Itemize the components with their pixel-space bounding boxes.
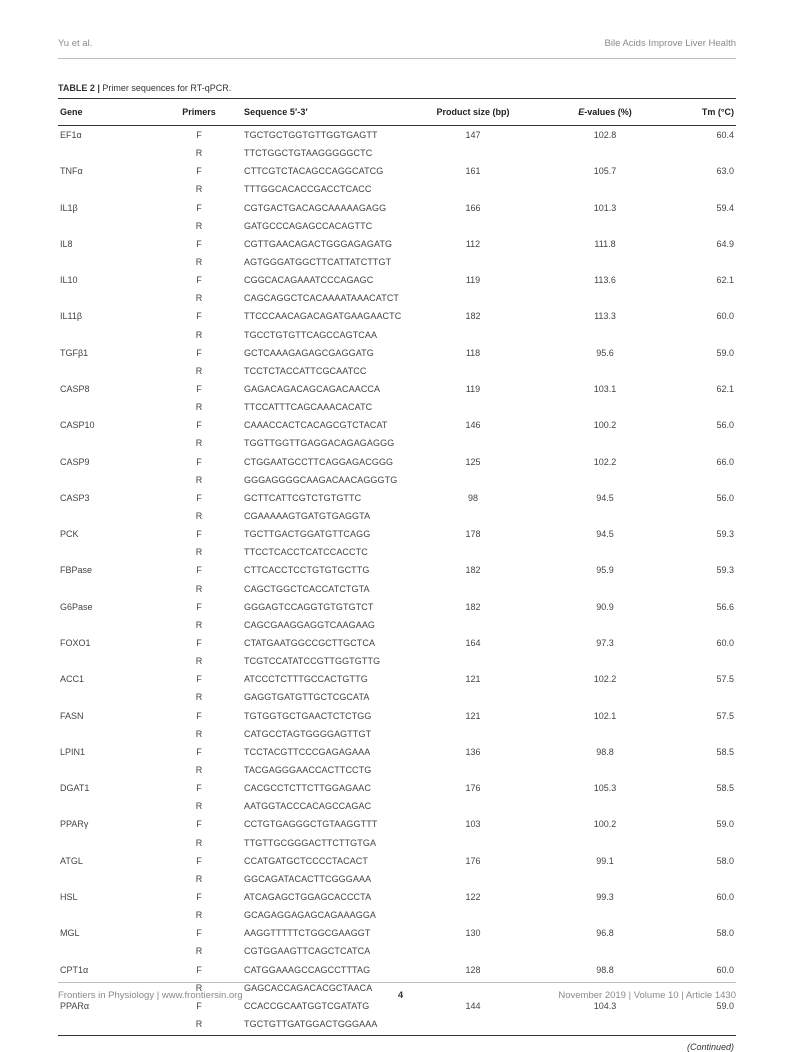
table-row [58,725,736,743]
cell-sequence: CGGCACAGAAATCCCAGAGC [244,275,374,286]
table-row [58,815,736,833]
cell-product-size: 121 [465,674,481,685]
page-footer [58,990,736,1001]
table-row [58,199,736,217]
footer-journal: Frontiers in Physiology | www.frontiersin.org [58,990,243,1001]
cell-sequence: GGGAGTCCAGGTGTGTGTCT [244,601,374,612]
cell-sequence: CGTGACTGACAGCAAAAAGAGG [244,202,387,213]
cell-tm: 58.5 [716,783,734,794]
table-row [58,688,736,706]
cell-sequence: TGGTTGGTTGAGGACAGAGAGGG [244,438,395,449]
cell-primer: R [195,837,203,848]
cell-primer: R [195,402,203,413]
cell-tm: 57.5 [716,674,734,685]
cell-primer: R [195,873,203,884]
table-header-row [58,99,736,126]
cell-e-value: 98.8 [596,746,614,757]
cell-gene: HSL [60,891,78,902]
cell-primer: R [195,910,203,921]
table-row [58,942,736,960]
table-row [58,561,736,579]
table-row [58,380,736,398]
header-primers: Primers [182,107,216,117]
cell-sequence: CAGCAGGCTCACAAAATAAACATCT [244,293,400,304]
cell-tm: 58.5 [716,746,734,757]
cell-primer: R [195,764,203,775]
table-row [58,253,736,271]
cell-tm: 59.3 [716,529,734,540]
cell-e-value: 98.8 [596,964,614,975]
cell-sequence: GATGCCCAGAGCCACAGTTC [244,220,373,231]
footer-divider [58,982,736,983]
cell-primer: R [195,1018,203,1029]
cell-sequence: GCTTCATTCGTCTGTGTTC [244,492,362,503]
table-row [58,924,736,942]
cell-e-value: 105.3 [593,783,617,794]
table-row [58,543,736,561]
cell-primer: R [195,293,203,304]
cell-sequence: AATGGTACCCACAGCCAGAC [244,801,372,812]
cell-e-value: 95.6 [596,347,614,358]
header-tm: Tm (°C) [701,107,734,117]
header-product-size: Product size (bp) [436,107,510,117]
cell-primer: R [195,511,203,522]
table-row [58,616,736,634]
cell-sequence: TCGTCCATATCCGTTGGTGTTG [244,656,381,667]
cell-product-size: 128 [465,964,481,975]
cell-tm: 60.0 [716,638,734,648]
cell-gene: MGL [60,928,80,939]
cell-e-value: 99.3 [596,891,614,902]
table-caption [58,83,231,93]
cell-tm: 56.0 [716,492,734,503]
cell-e-value: 111.8 [594,238,616,249]
cell-primer: R [195,547,203,558]
cell-primer: R [195,257,203,268]
cell-product-size: 122 [465,891,481,902]
cell-e-value: 96.8 [596,928,614,939]
cell-sequence: TCCTACGTTCCCGAGAGAAA [244,746,371,757]
table-row [58,761,736,779]
cell-sequence: AGTGGGATGGCTTCATTATCTTGT [244,257,392,268]
table-row [58,525,736,543]
cell-primer: F [196,420,202,431]
cell-primer: F [196,601,202,612]
header-divider [58,58,736,59]
cell-primer: R [195,619,203,630]
table-row [58,271,736,289]
table-caption-label: TABLE 2 | [58,83,100,93]
cell-e-value: 100.2 [593,420,617,431]
cell-gene: LPIN1 [60,746,86,757]
cell-gene: TNFα [60,166,83,177]
table-row [58,960,736,978]
cell-gene: G6Pase [60,601,93,612]
cell-primer: R [195,329,203,340]
cell-gene: CASP3 [60,492,90,503]
cell-product-size: 112 [465,238,481,249]
cell-tm: 60.0 [716,891,734,902]
cell-product-size: 118 [465,347,481,358]
cell-primer: F [196,166,202,177]
cell-sequence: GGCAGATACACTTCGGGAAA [244,873,372,884]
cell-product-size: 182 [465,601,481,612]
cell-primer: R [195,184,203,195]
cell-gene: IL11β [60,311,83,322]
cell-sequence: CCTGTGAGGGCTGTAAGGTTT [244,819,378,830]
cell-tm: 60.0 [716,964,734,975]
cell-product-size: 182 [465,565,481,576]
cell-gene: CASP8 [60,384,90,395]
cell-sequence: GGGAGGGGCAAGACAACAGGGTG [244,474,398,485]
cell-tm: 58.0 [716,928,734,939]
cell-e-value: 100.2 [593,819,617,830]
cell-product-size: 98 [467,492,478,503]
cell-tm: 59.0 [716,1000,734,1011]
cell-tm: 58.0 [716,855,734,866]
cell-primer: F [196,202,202,213]
header-e-values-text: -values (%) [584,107,632,117]
cell-e-value: 97.3 [596,638,614,648]
cell-primer: R [195,946,203,957]
cell-sequence: GCTCAAAGAGAGCGAGGATG [244,347,374,358]
table-row [58,344,736,362]
cell-product-size: 178 [465,529,481,540]
table-row [58,743,736,761]
table-row [58,235,736,253]
cell-tm: 62.1 [716,384,734,395]
cell-primer: F [196,783,202,794]
cell-e-value: 102.1 [593,710,617,721]
cell-gene: PPARγ [60,819,89,830]
cell-sequence: TGTGGTGCTGAACTCTCTGG [244,710,372,721]
cell-sequence: CTATGAATGGCCGCTTGCTCA [244,638,376,648]
cell-product-size: 166 [465,202,481,213]
cell-tm: 66.0 [716,456,734,467]
cell-e-value: 113.6 [594,275,616,286]
table-row [58,634,736,652]
cell-sequence: CGTTGAACAGACTGGGAGAGATG [244,238,393,249]
cell-sequence: GAGCACCAGACACGCTAACA [244,982,373,993]
cell-gene: EF1α [60,130,82,141]
cell-sequence: TTCTGGCTGTAAGGGGGCTC [244,148,373,159]
cell-sequence: TGCTTGACTGGATGTTCAGG [244,529,371,540]
cell-tm: 59.0 [716,819,734,830]
cell-gene: CPT1α [60,964,89,975]
cell-primer: F [196,529,202,540]
table-row [58,307,736,325]
cell-e-value: 94.5 [596,492,614,503]
table-row [58,797,736,815]
cell-sequence: CATGGAAAGCCAGCCTTTAG [244,964,371,975]
running-head-authors: Yu et al. [58,38,93,49]
cell-tm: 62.1 [716,275,734,286]
cell-primer: F [196,746,202,757]
cell-gene: PCK [60,529,79,540]
cell-e-value: 102.8 [593,130,617,141]
cell-sequence: TTTGGCACACCGACCTCACC [244,184,372,195]
cell-product-size: 182 [465,311,481,322]
cell-sequence: TTCCCAACAGACAGATGAAGAACTC [244,311,402,322]
table-row [58,598,736,616]
cell-sequence: CCATGATGCTCCCCTACACT [244,855,368,866]
cell-tm: 57.5 [716,710,734,721]
running-head-title: Bile Acids Improve Liver Health [604,38,736,49]
table-row [58,162,736,180]
table-row [58,326,736,344]
table-row [58,833,736,851]
cell-sequence: TGCCTGTGTTCAGCCAGTCAA [244,329,378,340]
cell-primer: R [195,583,203,594]
cell-primer: F [196,565,202,576]
table-row [58,852,736,870]
cell-primer: F [196,492,202,503]
cell-sequence: CGTGGAAGTTCAGCTCATCA [244,946,371,957]
table-caption-text: Primer sequences for RT-qPCR. [99,83,232,93]
table-row [58,471,736,489]
cell-primer: R [195,438,203,449]
cell-primer: F [196,1000,202,1011]
cell-e-value: 103.1 [593,384,617,395]
cell-sequence: CTTCACCTCCTGTGTGCTTG [244,565,370,576]
cell-sequence: CCACCGCAATGGTCGATATG [244,1000,370,1011]
cell-sequence: TGCTGCTGGTGTTGGTGAGTT [244,130,378,141]
cell-gene: FOXO1 [60,638,91,648]
cell-e-value: 101.3 [593,202,617,213]
cell-primer: R [195,474,203,485]
cell-sequence: TTCCTCACCTCATCCACCTC [244,547,368,558]
cell-gene: PPARα [60,1000,90,1011]
table-row [58,180,736,198]
cell-product-size: 121 [465,710,481,721]
cell-primer: F [196,928,202,939]
cell-e-value: 105.7 [593,166,617,177]
header-e-values: E-values (%) [578,107,632,117]
cell-gene: IL10 [60,275,78,286]
cell-product-size: 146 [465,420,481,431]
table-row [58,416,736,434]
cell-gene: CASP9 [60,456,90,467]
cell-gene: IL8 [60,238,73,249]
cell-e-value: 90.9 [596,601,614,612]
cell-primer: R [195,148,203,159]
cell-product-size: 103 [465,819,481,830]
primer-table [58,98,736,1052]
table-row [58,779,736,797]
cell-primer: F [196,275,202,286]
cell-product-size: 144 [465,1000,481,1011]
cell-sequence: CACGCCTCTTCTTGGAGAAC [244,783,371,794]
table-body [58,126,736,1033]
cell-product-size: 119 [465,275,481,286]
cell-sequence: AAGGTTTTTCTGGCGAAGGT [244,928,371,939]
cell-primer: F [196,819,202,830]
cell-product-size: 130 [465,928,481,939]
table-row [58,870,736,888]
table-row [58,507,736,525]
table-row [58,217,736,235]
cell-primer: R [195,801,203,812]
cell-primer: R [195,982,203,993]
cell-sequence: TTGTTGCGGGACTTCTTGTGA [244,837,377,848]
cell-e-value: 99.1 [596,855,614,866]
cell-tm: 60.0 [716,311,734,322]
cell-primer: R [195,365,203,376]
cell-primer: R [195,692,203,703]
cell-sequence: ATCAGAGCTGGAGCACCCTA [244,891,372,902]
table-row [58,652,736,670]
cell-sequence: CAAACCACTCACAGCGTCTACAT [244,420,388,431]
cell-tm: 63.0 [716,166,734,177]
cell-gene: DGAT1 [60,783,90,794]
table-row [58,670,736,688]
cell-e-value: 104.3 [593,1000,617,1011]
cell-primer: F [196,891,202,902]
table-row [58,489,736,507]
cell-e-value: 102.2 [593,674,617,685]
cell-sequence: CAGCTGGCTCACCATCTGTA [244,583,370,594]
cell-tm: 56.6 [716,601,734,612]
cell-product-size: 136 [465,746,481,757]
table-row [58,144,736,162]
header-sequence: Sequence 5′-3′ [244,107,308,117]
cell-tm: 59.4 [716,202,734,213]
table-row [58,126,736,144]
cell-sequence: GAGGTGATGTTGCTCGCATA [244,692,370,703]
cell-gene: CASP10 [60,420,95,431]
running-head [58,38,736,49]
cell-sequence: TTCCATTTCAGCAAACACATC [244,402,373,413]
cell-gene: ATGL [60,855,83,866]
cell-e-value: 94.5 [596,529,614,540]
cell-gene: TGFβ1 [60,347,89,358]
cell-primer: F [196,311,202,322]
cell-product-size: 125 [465,456,481,467]
cell-gene: ACC1 [60,674,85,685]
cell-sequence: GAGACAGACAGCAGACAACCA [244,384,381,395]
cell-primer: F [196,638,202,648]
cell-sequence: ATCCCTCTTTGCCACTGTTG [244,674,368,685]
cell-primer: F [196,855,202,866]
page-number: 4 [397,990,404,1001]
cell-primer: F [196,964,202,975]
cell-tm: 59.3 [716,565,734,576]
table-row [58,434,736,452]
cell-e-value: 113.3 [594,311,616,322]
cell-primer: F [196,384,202,395]
cell-sequence: TCCTCTACCATTCGCAATCC [244,365,367,376]
cell-tm: 64.9 [716,238,734,249]
cell-primer: R [195,656,203,667]
cell-sequence: CTTCGTCTACAGCCAGGCATCG [244,166,384,177]
cell-primer: F [196,710,202,721]
table-row [58,906,736,924]
table-row [58,1015,736,1033]
cell-sequence: TACGAGGGAACCACTTCCTG [244,764,372,775]
cell-primer: F [196,130,202,141]
table-row [58,707,736,725]
cell-sequence: GCAGAGGAGAGCAGAAAGGA [244,910,377,921]
table-row [58,362,736,380]
cell-e-value: 102.2 [593,456,617,467]
cell-e-value: 95.9 [596,565,614,576]
table-bottom-rule [58,1035,736,1036]
cell-tm: 59.0 [716,347,734,358]
table-row [58,453,736,471]
cell-product-size: 147 [465,130,481,141]
cell-sequence: CAGCGAAGGAGGTCAAGAAG [244,619,376,630]
cell-primer: F [196,674,202,685]
cell-sequence: CATGCCTAGTGGGGAGTTGT [244,728,372,739]
header-gene: Gene [60,107,83,117]
cell-gene: IL1β [60,202,78,213]
cell-sequence: CGAAAAAGTGATGTGAGGTA [244,511,371,522]
table-row [58,289,736,307]
cell-sequence: TGCTGTTGATGGACTGGGAAA [244,1018,378,1029]
cell-gene: FASN [60,710,84,721]
cell-gene: FBPase [60,565,93,576]
cell-product-size: 119 [465,384,481,395]
cell-product-size: 176 [465,783,481,794]
cell-product-size: 176 [465,855,481,866]
cell-product-size: 161 [465,166,481,177]
table-continued-note: (Continued) [686,1042,734,1052]
cell-product-size: 164 [465,638,481,648]
footer-issue: November 2019 | Volume 10 | Article 1430 [558,990,736,1001]
table-row [58,398,736,416]
cell-tm: 56.0 [716,420,734,431]
cell-primer: F [196,238,202,249]
cell-primer: F [196,347,202,358]
table-row [58,888,736,906]
cell-sequence: CTGGAATGCCTTCAGGAGACGGG [244,456,394,467]
cell-tm: 60.4 [716,130,734,141]
cell-primer: F [196,456,202,467]
cell-primer: R [195,220,203,231]
cell-primer: R [195,728,203,739]
table-row [58,580,736,598]
